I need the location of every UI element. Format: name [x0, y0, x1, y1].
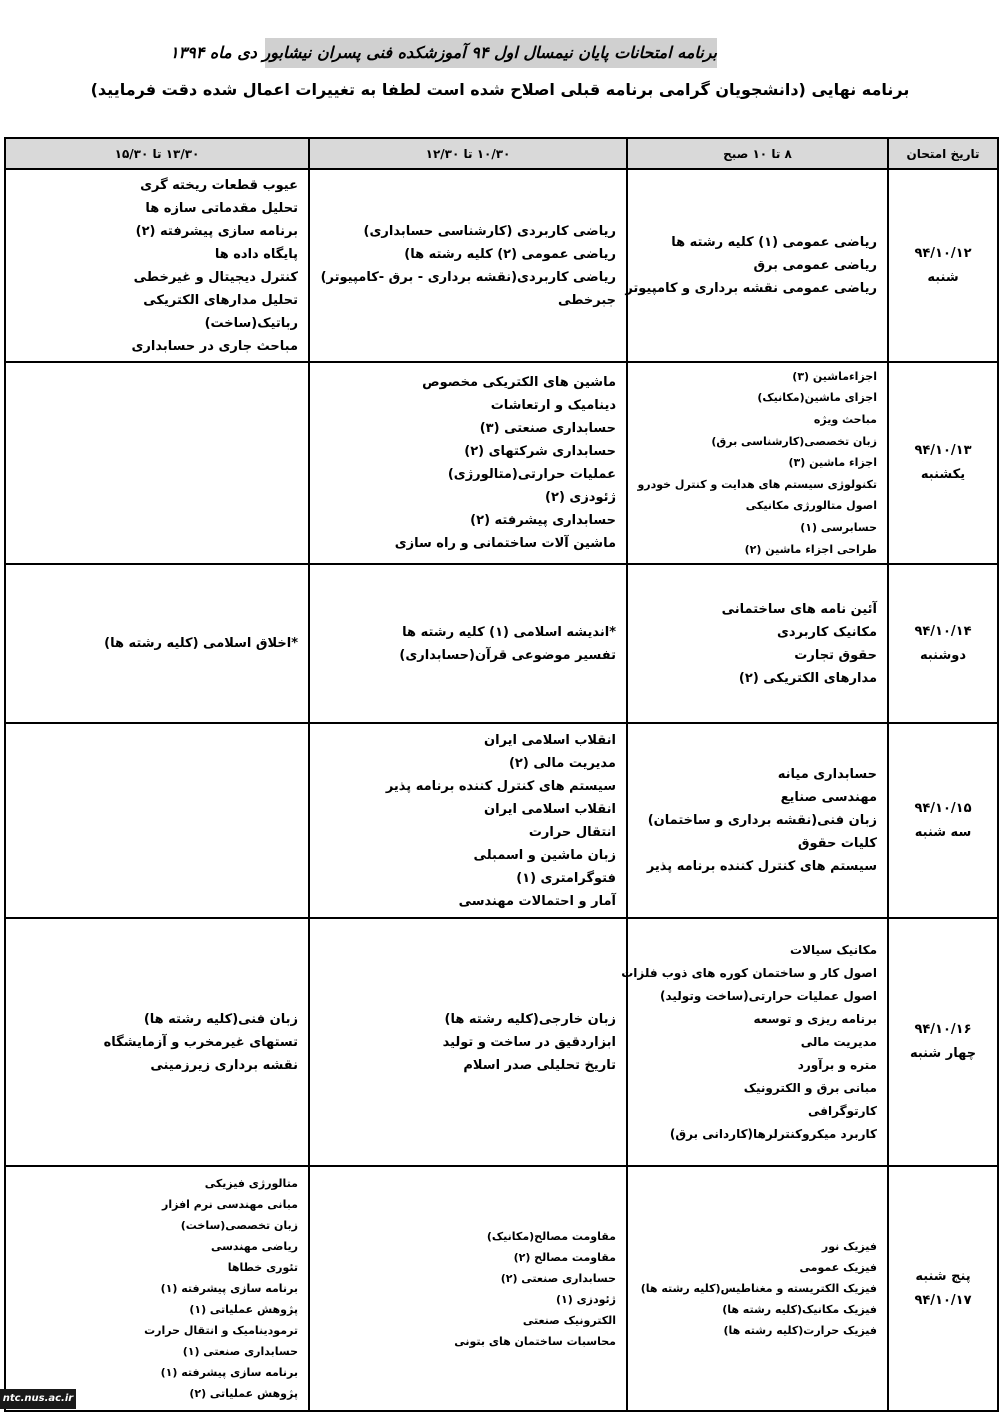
course-item: کارتوگرافی — [808, 1103, 877, 1118]
date-text: ۹۴/۱۰/۱۷ — [914, 1292, 972, 1308]
course-item: ریاضی کاربردی (کارشناسی حسابداری) — [363, 223, 616, 239]
course-item: حسابداری میانه — [777, 767, 877, 782]
table-header-row — [5, 138, 998, 169]
course-item: اجزاءماشین (۳) — [792, 369, 877, 383]
day-text: دوشنبه — [919, 647, 967, 663]
course-item: مبانی برق و الکترونیک — [743, 1080, 877, 1095]
course-item: مدارهای الکتریکی (۲) — [738, 670, 877, 686]
course-item: ژئودزی (۱) — [555, 1292, 616, 1306]
slot-2-cell — [309, 362, 627, 564]
course-item: حسابداری شرکتهای (۲) — [464, 444, 616, 459]
course-item: مبانی مهندسی نرم افزار — [162, 1198, 298, 1211]
course-item: ریاضی عمومی (۲) کلیه رشته ها) — [404, 246, 616, 262]
date-cell — [888, 1166, 998, 1411]
course-item: مکانیک کاربردی — [777, 624, 877, 640]
course-item: مدیریت مالی — [800, 1034, 877, 1049]
slot-1-cell — [627, 362, 888, 564]
course-list — [6, 1008, 308, 1077]
header-slot-1: ۸ تا ۱۰ صبح — [627, 138, 888, 169]
course-item: سیستم های کنترل کننده برنامه پذیر — [385, 778, 616, 794]
course-item: تحلیل مقدماتی سازه ها — [145, 200, 298, 216]
course-item: ریاضی عمومی (۱) کلیه رشته ها — [671, 235, 877, 250]
course-list — [628, 598, 887, 690]
day-text: پنج شنبه — [915, 1268, 971, 1284]
course-item: فیزیک الکتریسته و مغناطیس(کلیه رشته ها) — [640, 1282, 877, 1295]
course-item: تستهای غیرمخرب و آزمایشگاه — [103, 1034, 298, 1050]
date-cell — [888, 918, 998, 1166]
slot-1-cell — [627, 169, 888, 362]
date-cell — [888, 564, 998, 723]
course-item: اجزاء ماشین (۳) — [788, 456, 877, 470]
slot-2-cell — [309, 169, 627, 362]
date-text: ۹۴/۱۰/۱۲ — [914, 245, 972, 261]
course-item: ریاضی مهندسی — [210, 1240, 298, 1253]
course-item: ژئودزی (۲) — [545, 490, 616, 505]
course-list — [621, 939, 887, 1146]
course-item: *اخلاق اسلامی (کلیه رشته ها) — [104, 636, 298, 651]
course-item: طراحی اجزاء ماشین (۲) — [744, 542, 877, 556]
table-row — [5, 169, 998, 362]
course-item: تاریخ تحلیلی صدر اسلام — [463, 1057, 616, 1073]
course-item: کاربرد میکروکنترلرها(کاردانی برق) — [669, 1126, 877, 1141]
course-item: انتقال حرارت — [528, 824, 616, 840]
course-list — [628, 1236, 887, 1341]
course-item: زبان تخصصی(کارشناسی برق) — [711, 434, 877, 448]
course-item: جبرخطی — [558, 292, 616, 308]
day-text: چهار شنبه — [909, 1046, 977, 1061]
table-row — [5, 1166, 998, 1411]
slot-2-cell — [309, 564, 627, 723]
course-item: حسابداری صنعتی (۲) — [500, 1271, 616, 1285]
exam-schedule-table — [4, 137, 999, 1412]
course-item: ماشین های الکتریکی مخصوص — [422, 375, 616, 390]
slot-1-cell — [627, 1166, 888, 1411]
course-item: مقاومت مصالح(مکانیک) — [486, 1229, 616, 1243]
course-item: مباحث جاری در حسابداری — [131, 338, 298, 354]
course-item: فیزیک نور — [821, 1240, 877, 1253]
course-item: پژوهش عملیاتی (۲) — [189, 1387, 298, 1400]
header-slot-3: ۱۳/۳۰ تا ۱۵/۳۰ — [5, 138, 309, 169]
page-title: برنامه امتحانات پایان نیمسال اول ۹۴ آموزشکده فنی پسران نیشابور دی ماه ۱۳۹۴ — [265, 38, 717, 68]
course-item: آئین نامه های ساختمانی — [721, 601, 877, 617]
table-row — [5, 918, 998, 1166]
course-item: ریاضی عمومی برق — [753, 258, 877, 273]
date-text: ۹۴/۱۰/۱۵ — [914, 800, 972, 816]
table-row — [5, 723, 998, 918]
date-text: ۹۴/۱۰/۱۴ — [914, 623, 972, 639]
course-list — [6, 174, 308, 358]
course-item: انقلاب اسلامی ایران — [484, 732, 616, 748]
course-list — [310, 729, 626, 913]
course-item: تحلیل مدارهای الکتریکی — [143, 292, 298, 308]
course-item: ماشین آلات ساختمانی و راه سازی — [394, 536, 616, 551]
course-item: تفسیر موضوعی قرآن(حسابداری) — [399, 647, 616, 663]
slot-2-cell — [309, 1166, 627, 1411]
date-cell — [888, 169, 998, 362]
course-item: فیزیک مکانیک(کلیه رشته ها) — [722, 1303, 877, 1316]
day-text: سه شنبه — [914, 824, 972, 840]
course-item: تئوری خطاها — [227, 1261, 298, 1274]
course-item: برنامه ریزی و توسعه — [753, 1011, 877, 1026]
slot-2-cell — [309, 723, 627, 918]
course-item: متره و برآورد — [797, 1057, 877, 1072]
course-item: حسابداری پیشرفته (۲) — [470, 513, 616, 528]
course-item: زبان تخصصی(ساخت) — [180, 1219, 298, 1232]
course-item: ریاضی کاربردی(نقشه برداری - برق -کامپیوتر) — [320, 269, 616, 285]
page-subtitle: برنامه نهایی (دانشجویان گرامی برنامه قبلی اصلاح شده است لطفا به تغییرات اعمال شده دقت فرمایید) — [90, 80, 910, 99]
course-item: نقشه برداری زیرزمینی — [150, 1057, 298, 1073]
course-item: زبان ماشین و اسمبلی — [473, 847, 616, 863]
day-text: شنبه — [927, 269, 959, 285]
slot-3-cell — [5, 918, 309, 1166]
course-item: رباتیک(ساخت) — [204, 315, 298, 331]
header-slot-2: ۱۰/۳۰ تا ۱۲/۳۰ — [309, 138, 627, 169]
course-item: فیزیک حرارت(کلیه رشته ها) — [723, 1324, 877, 1337]
course-item: محاسبات ساختمان های بتونی — [454, 1334, 616, 1348]
slot-1-cell — [621, 918, 888, 1166]
course-item: کنترل دیجیتال و غیرخطی — [133, 269, 298, 285]
course-item: فتوگرامتری (۱) — [516, 870, 616, 886]
course-item: پژوهش عملیاتی (۱) — [189, 1303, 298, 1316]
course-list — [310, 621, 626, 667]
course-item: عیوب قطعات ریخته گری — [140, 177, 298, 193]
course-item: فیزیک عمومی — [799, 1261, 877, 1274]
course-item: برنامه سازی پیشرفته (۱) — [160, 1282, 298, 1295]
course-item: حسابداری صنعتی (۳) — [479, 421, 616, 436]
course-list — [628, 763, 887, 878]
date-text: ۹۴/۱۰/۱۳ — [914, 443, 972, 458]
date-text: ۹۴/۱۰/۱۶ — [914, 1022, 972, 1037]
site-watermark: ntc.nus.ac.ir — [0, 1389, 76, 1409]
course-item: حسابرسی (۱) — [800, 520, 877, 534]
course-item: پایگاه داده ها — [214, 246, 298, 262]
slot-3-cell — [5, 362, 309, 564]
course-item: حقوق تجارت — [794, 647, 877, 663]
course-item: برنامه سازی پیشرفته (۱) — [160, 1366, 298, 1379]
slot-3-cell — [5, 169, 309, 362]
course-item: مهندسی صنایع — [780, 790, 877, 805]
course-item: دینامیک و ارتعاشات — [490, 398, 616, 413]
course-item: اصول کار و ساختمان کوره های ذوب فلزات — [621, 965, 877, 980]
course-item: تکنولوژی سیستم های هدایت و کنترل خودرو — [637, 477, 877, 491]
course-item: مدیریت مالی (۲) — [508, 755, 616, 771]
course-item: مکانیک سیالات — [790, 942, 877, 957]
course-item: اصول متالورژی مکانیکی — [745, 499, 877, 513]
course-list — [310, 220, 626, 312]
course-item: آمار و احتمالات مهندسی — [458, 893, 616, 909]
slot-3-cell — [5, 564, 309, 723]
course-item: الکترونیک صنعتی — [522, 1313, 616, 1327]
slot-2-cell — [309, 918, 627, 1166]
course-item: متالورژی فیزیکی — [204, 1177, 298, 1190]
slot-1-cell — [627, 564, 888, 723]
course-item: انقلاب اسلامی ایران — [484, 801, 616, 817]
table-row — [5, 362, 998, 564]
course-item: مباحث ویژه — [813, 413, 877, 427]
slot-3-cell — [5, 723, 309, 918]
course-item: *اندیشه اسلامی (۱) کلیه رشته ها — [402, 624, 616, 640]
course-item: حسابداری صنعتی (۱) — [182, 1345, 298, 1358]
course-item: ابزاردقیق در ساخت و تولید — [442, 1034, 616, 1050]
course-item: ریاضی عمومی نقشه برداری و کامپیوتر — [625, 281, 877, 296]
date-cell — [888, 723, 998, 918]
course-list — [625, 231, 887, 300]
date-cell — [888, 362, 998, 564]
course-item: عملیات حرارتی(متالورژی) — [447, 467, 616, 482]
table-row — [5, 564, 998, 723]
course-list — [628, 366, 887, 560]
course-list — [310, 371, 626, 555]
slot-1-cell — [627, 723, 888, 918]
course-item: مقاومت مصالح (۲) — [513, 1250, 616, 1264]
slot-3-cell — [5, 1166, 309, 1411]
course-list — [310, 1226, 626, 1352]
course-item: زبان فنی(نقشه برداری و ساختمان) — [647, 813, 877, 828]
course-list — [6, 632, 308, 655]
header-date: تاریخ امتحان — [888, 138, 998, 169]
course-item: ترمودینامیک و انتقال حرارت — [144, 1324, 298, 1337]
course-item: زبان فنی(کلیه رشته ها) — [143, 1011, 298, 1027]
course-item: اصول عملیات حرارتی(ساخت وتولید) — [659, 988, 877, 1003]
course-list — [6, 1173, 308, 1404]
course-item: اجزای ماشین(مکانیک) — [757, 391, 877, 405]
course-item: برنامه سازی پیشرفته (۲) — [135, 223, 298, 239]
course-item: کلیات حقوق — [797, 836, 877, 851]
course-item: سیستم های کنترل کننده برنامه پذیر — [646, 859, 877, 874]
course-list — [310, 1008, 626, 1077]
day-text: یکشنبه — [920, 467, 966, 482]
course-item: زبان خارجی(کلیه رشته ها) — [444, 1011, 616, 1027]
